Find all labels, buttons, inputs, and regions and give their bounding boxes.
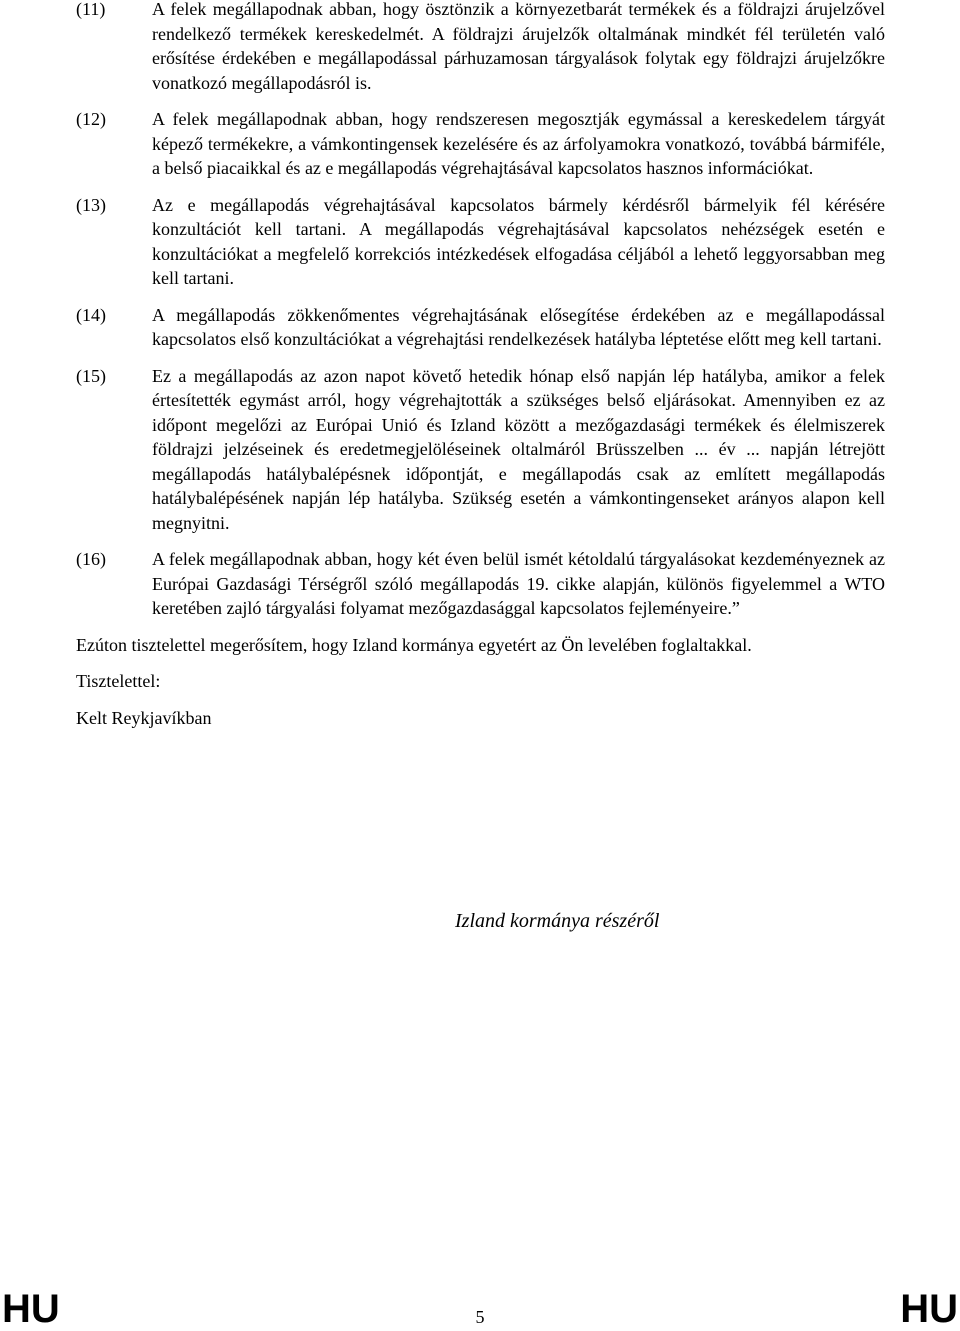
- signature-line: Izland kormánya részéről: [455, 910, 660, 932]
- item-text: A felek megállapodnak abban, hogy rendszeresen megosztják egymással a kereskedelem tárgyát képező termékekre, a vámkontingensek kezelésére és az árfolyamokra vonatkozó, továbbá bármiféle, a belső piacaikkal és az e megállapodás végrehajtásával kapcsolatos hasznos információkat.: [152, 109, 885, 178]
- item-number: (16): [76, 549, 106, 569]
- salutation: Tisztelettel:: [76, 671, 161, 691]
- list-item: [76, 364, 885, 536]
- list-item: [76, 547, 885, 621]
- item-number: (15): [76, 365, 106, 386]
- page-number: 5: [475, 1307, 485, 1327]
- list-item: [76, 107, 885, 181]
- place-line: Kelt Reykjavíkban: [76, 707, 212, 728]
- list-item: [76, 303, 885, 352]
- list-item: [76, 193, 885, 291]
- language-code-left: HU: [2, 1287, 60, 1331]
- item-text: Ez a megállapodás az azon napot követő hetedik hónap első napján lép hatályba, amikor a felek értesítették egymást arról, hogy végrehajtották a szükséges belső eljárásokat. Amennyiben ez az időpont megelőzi az Európai Unió és Izland között a mezőgazdasági termékek és élelmiszerek földrajzi jelzéseinek és eredetmegjelöléseinek oltalmáról Brüsszelben ... év ... napján létrejött megállapodás hatálybalépésnek időpontját, e megállapodás csak az említett megállapodás hatálybalépésének napján lép hatályba. Szükség esetén a vámkontingenseket arányos alapon kell megnyitni.: [152, 365, 885, 533]
- item-text: A felek megállapodnak abban, hogy ösztönzik a környezetbarát termékek és a földrajzi árujelzővel rendelkező termékek kereskedelmét. A földrajzi árujelzők oltalmának mindkét fél területén való erősítése érdekében e megállapodással párhuzamosan tárgyalások folytak egy földrajzi árujelzőkre vonatkozó megállapodásról is.: [152, 0, 885, 93]
- item-text: A megállapodás zökkenőmentes végrehajtásának elősegítése érdekében az e megállapodással kapcsolatos első konzultációkat a végrehajtási rendelkezések hatályba léptetése előtt meg kell tartani.: [152, 304, 885, 349]
- language-code-right: HU: [900, 1287, 958, 1331]
- item-number: (14): [76, 304, 106, 325]
- item-number: (12): [76, 109, 106, 129]
- item-number: (13): [76, 194, 106, 215]
- list-item: [76, 0, 885, 95]
- closing-sentence: Ezúton tisztelettel megerősítem, hogy Izland kormánya egyetért az Ön levelében foglaltakkal.: [76, 634, 752, 655]
- document-body: [76, 0, 885, 742]
- item-number: (11): [76, 0, 106, 19]
- item-text: A felek megállapodnak abban, hogy két éven belül ismét kétoldalú tárgyalásokat kezdeményeznek az Európai Gazdasági Térségről szóló megállapodás 19. cikke alapján, különös figyelemmel a WTO keretében zajló tárgyalási folyamat mezőgazdasággal kapcsolatos fejleményeire.”: [152, 549, 885, 618]
- item-text: Az e megállapodás végrehajtásával kapcsolatos bármely kérdésről bármelyik fél kérésére konzultációt kell tartani. A megállapodás végrehajtásával kapcsolatos nehézségek esetén e konzultációkat a megfelelő korrekciós intézkedések elfogadása céljából a lehető leggyorsabban meg kell tartani.: [152, 194, 885, 288]
